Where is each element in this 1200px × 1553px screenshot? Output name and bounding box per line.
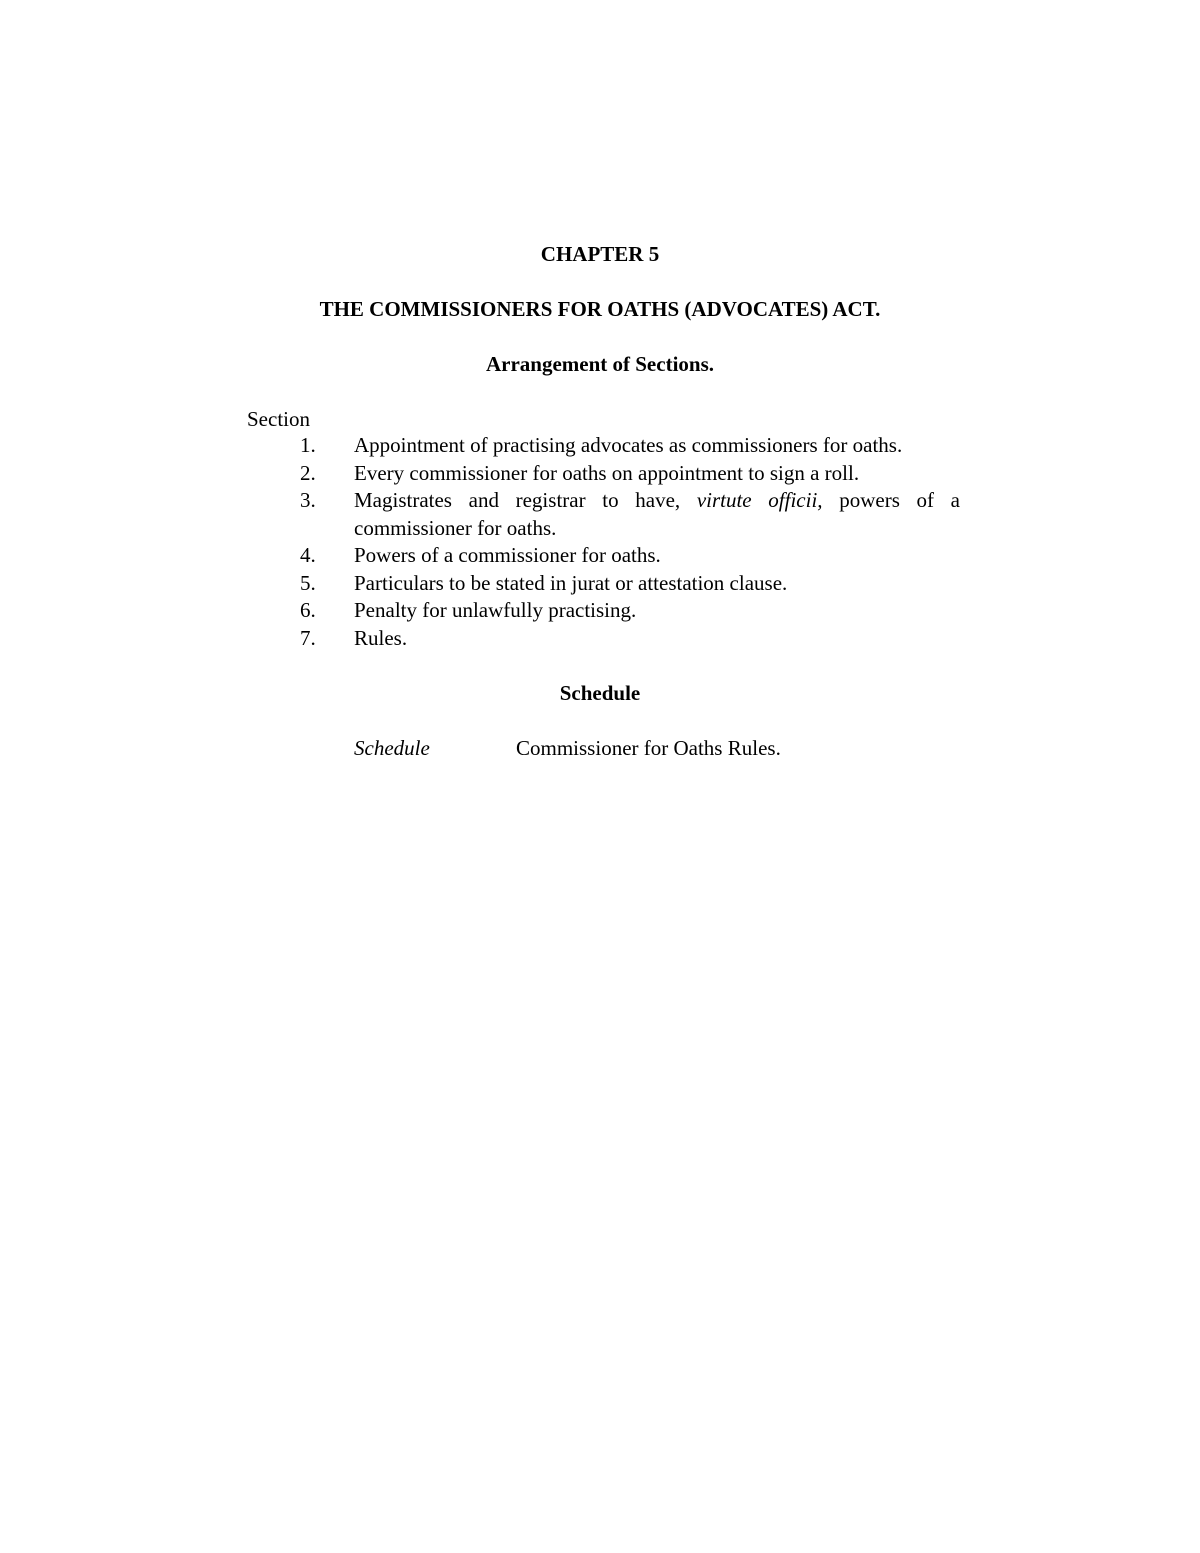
section-number: 7. (300, 625, 316, 650)
list-item (290, 625, 960, 653)
list-item (290, 570, 960, 598)
section-title: Particulars to be stated in jurat or attestation clause. (354, 570, 788, 595)
section-number: 1. (300, 433, 316, 457)
list-item (290, 597, 960, 625)
list-item (290, 487, 960, 542)
schedule-heading: Schedule (559, 681, 641, 705)
latin-phrase: virtute officii, (696, 488, 823, 512)
section-title: Powers of a commissioner for oaths. (354, 543, 661, 567)
section-number: 6. (300, 598, 316, 622)
section-number: 3. (300, 488, 316, 512)
schedule-row (354, 735, 781, 761)
chapter-heading: CHAPTER 5 (540, 242, 660, 266)
section-title (354, 487, 960, 542)
schedule-title: Commissioner for Oaths Rules. (516, 736, 781, 760)
act-title: THE COMMISSIONERS FOR OATHS (ADVOCATES) ACT. (319, 297, 881, 321)
arrangement-heading: Arrangement of Sections. (485, 352, 715, 376)
sections-list (290, 432, 960, 652)
schedule-label: Schedule (354, 736, 430, 760)
section-title: Appointment of practising advocates as commissioners for oaths. (354, 433, 903, 457)
list-item (290, 460, 960, 488)
section-number: 5. (300, 570, 316, 595)
section-title: Every commissioner for oaths on appointment to sign a roll. (354, 460, 860, 485)
section-number: 2. (300, 460, 316, 485)
list-item (290, 542, 960, 570)
list-item (290, 432, 960, 460)
section-number: 4. (300, 543, 316, 567)
section-title: Penalty for unlawfully practising. (354, 598, 637, 622)
section-column-label: Section (247, 407, 310, 431)
section-title: Rules. (354, 625, 408, 650)
section-title-part: powers of a commissioner for oaths. (354, 488, 961, 540)
section-title-part: Magistrates and registrar to have, (354, 488, 697, 512)
